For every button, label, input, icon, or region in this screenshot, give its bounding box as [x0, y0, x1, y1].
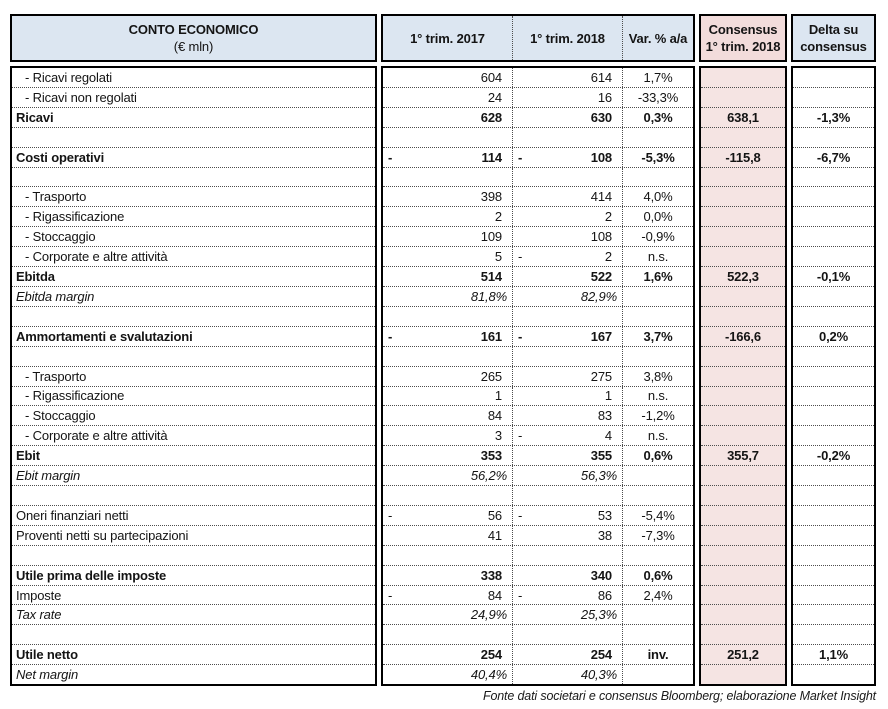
value-1q2018	[513, 227, 623, 246]
value-1q2018	[513, 267, 623, 286]
value-text: 24	[487, 89, 502, 105]
minus-sign: -	[518, 428, 523, 444]
row-values	[383, 506, 693, 526]
value-var-pct	[623, 625, 693, 644]
value-consensus	[701, 347, 785, 367]
row-values	[383, 586, 693, 606]
value-1q2017	[383, 128, 513, 147]
row-label	[12, 625, 375, 645]
value-delta	[793, 426, 874, 446]
value-consensus	[701, 88, 785, 108]
value-1q2017	[383, 307, 513, 326]
value-text: 16	[597, 89, 612, 105]
row-values	[383, 88, 693, 108]
value-text: 83	[597, 408, 612, 424]
value-var-pct: n.s.	[647, 428, 669, 444]
value-consensus	[701, 486, 785, 506]
row-values	[383, 227, 693, 247]
value-var-pct: 2,4%	[643, 587, 673, 603]
minus-sign: -	[518, 507, 523, 523]
value-var-pct: -5,3%	[641, 149, 675, 165]
labels-column	[10, 66, 377, 686]
value-var-pct: -5,4%	[641, 507, 675, 523]
value-text: 41	[487, 527, 502, 543]
value-1q2017	[383, 586, 513, 605]
value-delta	[793, 187, 874, 207]
value-var-pct: 0,6%	[643, 448, 673, 464]
value-text: 56,3%	[580, 468, 617, 484]
row-label: - Stoccaggio	[12, 406, 375, 426]
value-var-pct	[623, 128, 693, 147]
value-text: 82,9%	[580, 288, 617, 304]
value-text: 109	[480, 229, 502, 245]
value-1q2018	[513, 148, 623, 167]
value-delta	[793, 168, 874, 188]
value-1q2017	[383, 486, 513, 505]
value-var-pct	[623, 347, 693, 366]
row-label: Oneri finanziari netti	[12, 506, 375, 526]
row-values	[383, 566, 693, 586]
minus-sign: -	[518, 149, 523, 165]
row-values	[383, 247, 693, 267]
value-1q2018	[513, 486, 623, 505]
value-consensus	[701, 665, 785, 684]
value-consensus	[701, 566, 785, 586]
value-text: 1	[494, 388, 502, 404]
value-consensus	[701, 406, 785, 426]
value-var-pct: -33,3%	[637, 89, 679, 105]
value-1q2018	[513, 665, 623, 684]
minus-sign: -	[518, 328, 523, 344]
value-text: 338	[480, 567, 502, 583]
value-var-pct: 3,7%	[643, 328, 673, 344]
row-values	[383, 287, 693, 307]
row-label: - Rigassificazione	[12, 207, 375, 227]
row-label	[12, 546, 375, 566]
row-values	[383, 207, 693, 227]
delta-column	[791, 66, 876, 686]
value-text: 84	[487, 408, 502, 424]
value-consensus	[701, 207, 785, 227]
value-text: 275	[590, 368, 612, 384]
row-label: - Corporate e altre attività	[12, 426, 375, 446]
minus-sign: -	[518, 587, 523, 603]
value-var-pct: -1,2%	[641, 408, 675, 424]
value-text: 108	[590, 149, 612, 165]
table-title: CONTO ECONOMICO	[128, 22, 259, 37]
row-label: Ricavi	[12, 108, 375, 128]
row-label: Ebit	[12, 446, 375, 466]
value-var-pct: 0,3%	[643, 109, 673, 125]
value-consensus: 355,7	[701, 446, 785, 466]
header-periods-cell	[381, 14, 695, 62]
delta-header-line2: consensus	[800, 39, 867, 54]
value-delta	[793, 207, 874, 227]
value-var-pct	[623, 466, 693, 485]
value-consensus: -115,8	[701, 148, 785, 168]
value-1q2017	[383, 546, 513, 565]
column-header-delta	[791, 14, 876, 62]
value-text: 4	[604, 428, 612, 444]
value-1q2017	[383, 207, 513, 226]
value-delta: -0,1%	[793, 267, 874, 287]
value-text: 604	[480, 69, 502, 85]
row-label	[12, 486, 375, 506]
row-values	[383, 605, 693, 625]
value-1q2018	[513, 605, 623, 624]
value-text: 38	[597, 527, 612, 543]
value-text: 56	[487, 507, 502, 523]
value-1q2017	[383, 526, 513, 545]
value-var-pct	[623, 287, 693, 306]
value-text: 2	[604, 209, 612, 225]
value-text: 353	[480, 448, 502, 464]
value-delta	[793, 347, 874, 367]
value-var-pct	[623, 307, 693, 326]
row-label: - Trasporto	[12, 187, 375, 207]
value-1q2018	[513, 645, 623, 664]
value-text: 340	[590, 567, 612, 583]
value-delta	[793, 546, 874, 566]
row-label: Imposte	[12, 586, 375, 606]
value-var-pct: 0,0%	[643, 209, 673, 225]
row-values	[383, 187, 693, 207]
row-label: Net margin	[16, 667, 79, 683]
row-values	[383, 367, 693, 387]
value-text: 25,3%	[580, 607, 617, 623]
value-delta	[793, 287, 874, 307]
value-consensus	[701, 466, 785, 486]
value-1q2018	[513, 247, 623, 266]
value-1q2017	[383, 187, 513, 206]
value-delta	[793, 88, 874, 108]
row-values	[383, 307, 693, 327]
value-1q2017	[383, 347, 513, 366]
value-consensus	[701, 128, 785, 148]
value-consensus	[701, 426, 785, 446]
row-values	[383, 267, 693, 287]
row-label: - Corporate e altre attività	[12, 247, 375, 267]
value-delta	[793, 227, 874, 247]
value-1q2017	[383, 247, 513, 266]
value-consensus	[701, 387, 785, 407]
column-header-2017: 1° trim. 2017	[383, 16, 513, 60]
value-var-pct: 4,0%	[643, 189, 673, 205]
value-var-pct: -7,3%	[641, 527, 675, 543]
value-consensus	[701, 625, 785, 645]
value-var-pct: n.s.	[647, 388, 669, 404]
value-text: 265	[480, 368, 502, 384]
value-delta: -6,7%	[793, 148, 874, 168]
value-text: 81,8%	[470, 288, 507, 304]
value-1q2018	[513, 108, 623, 127]
value-text: 2	[604, 249, 612, 265]
value-1q2017	[383, 605, 513, 624]
value-delta	[793, 367, 874, 387]
value-consensus	[701, 586, 785, 606]
value-text: 628	[480, 109, 502, 125]
value-1q2018	[513, 546, 623, 565]
value-1q2017	[383, 446, 513, 465]
header-title-cell	[10, 14, 377, 62]
value-1q2017	[383, 108, 513, 127]
value-1q2017	[383, 367, 513, 386]
value-1q2018	[513, 327, 623, 346]
row-label: Ebitda	[12, 267, 375, 287]
value-delta	[793, 625, 874, 645]
value-text: 398	[480, 189, 502, 205]
row-values	[383, 486, 693, 506]
row-label: - Ricavi non regolati	[12, 88, 375, 108]
value-consensus	[701, 605, 785, 625]
value-delta: -0,2%	[793, 446, 874, 466]
row-values	[383, 68, 693, 88]
value-text: 167	[590, 328, 612, 344]
value-var-pct	[623, 665, 693, 684]
value-text: 254	[590, 647, 612, 663]
value-var-pct: 1,6%	[643, 269, 673, 285]
row-label: Proventi netti su partecipazioni	[12, 526, 375, 546]
row-label: Tax rate	[12, 605, 375, 625]
value-var-pct	[623, 168, 693, 187]
value-1q2017	[383, 88, 513, 107]
values-columns	[381, 66, 695, 686]
source-note: Fonte dati societari e consensus Bloomberg; elaborazione Market Insight	[482, 689, 876, 703]
value-delta: 0,2%	[793, 327, 874, 347]
value-text: 630	[590, 109, 612, 125]
value-text: 3	[494, 428, 502, 444]
minus-sign: -	[518, 249, 523, 265]
delta-header-line1: Delta su	[808, 22, 859, 37]
value-consensus: 251,2	[701, 645, 785, 665]
value-text: 86	[597, 587, 612, 603]
row-values	[383, 128, 693, 148]
value-consensus	[701, 227, 785, 247]
value-consensus	[701, 526, 785, 546]
row-values	[383, 546, 693, 566]
column-header-2018: 1° trim. 2018	[513, 16, 623, 60]
value-consensus: 522,3	[701, 267, 785, 287]
row-label: Ammortamenti e svalutazioni	[12, 327, 375, 347]
row-label: Utile prima delle imposte	[12, 566, 375, 586]
value-1q2017	[383, 406, 513, 425]
value-1q2017	[383, 68, 513, 87]
value-1q2018	[513, 426, 623, 445]
value-1q2018	[513, 168, 623, 187]
minus-sign: -	[388, 507, 393, 523]
value-delta	[793, 566, 874, 586]
row-values	[383, 108, 693, 128]
row-values	[383, 426, 693, 446]
value-delta	[793, 68, 874, 88]
value-text: 254	[480, 647, 502, 663]
value-delta	[793, 486, 874, 506]
value-1q2017	[383, 506, 513, 525]
row-values	[383, 387, 693, 407]
row-label	[12, 168, 375, 188]
value-1q2018	[513, 446, 623, 465]
minus-sign: -	[388, 328, 393, 344]
value-delta	[793, 466, 874, 486]
value-1q2018	[513, 625, 623, 644]
row-label: Utile netto	[12, 645, 375, 665]
value-text: 114	[481, 149, 502, 165]
value-var-pct: 3,8%	[643, 368, 673, 384]
consensus-column	[699, 66, 787, 686]
value-consensus	[701, 187, 785, 207]
value-consensus	[701, 546, 785, 566]
value-text: 56,2%	[470, 468, 507, 484]
value-var-pct: 1,7%	[643, 69, 673, 85]
value-1q2017	[383, 227, 513, 246]
value-1q2017	[383, 387, 513, 406]
value-text: 614	[590, 69, 612, 85]
row-label: - Rigassificazione	[12, 387, 375, 407]
value-consensus: 638,1	[701, 108, 785, 128]
value-delta: 1,1%	[793, 645, 874, 665]
value-1q2018	[513, 88, 623, 107]
value-consensus: -166,6	[701, 327, 785, 347]
row-values	[383, 446, 693, 466]
row-values	[383, 347, 693, 367]
value-var-pct	[623, 486, 693, 505]
row-label: - Stoccaggio	[12, 227, 375, 247]
value-1q2018	[513, 506, 623, 525]
value-text: 514	[480, 269, 502, 285]
value-1q2017	[383, 566, 513, 585]
value-1q2018	[513, 406, 623, 425]
value-text: 108	[590, 229, 612, 245]
value-text: 414	[590, 189, 612, 205]
value-var-pct	[623, 546, 693, 565]
value-consensus	[701, 506, 785, 526]
value-1q2018	[513, 586, 623, 605]
value-1q2018	[513, 347, 623, 366]
value-text: 53	[597, 507, 612, 523]
value-delta	[793, 387, 874, 407]
minus-sign: -	[388, 587, 393, 603]
minus-sign: -	[388, 149, 393, 165]
value-1q2017	[383, 287, 513, 306]
value-text: 2	[494, 209, 502, 225]
value-1q2018	[513, 187, 623, 206]
value-delta	[793, 526, 874, 546]
consensus-header-line1: Consensus	[708, 22, 778, 37]
column-header-var: Var. % a/a	[628, 30, 688, 46]
value-consensus	[701, 287, 785, 307]
value-delta	[793, 406, 874, 426]
value-1q2017	[383, 426, 513, 445]
value-var-pct: inv.	[647, 647, 669, 663]
value-consensus	[701, 247, 785, 267]
value-text: 1	[604, 388, 612, 404]
row-label	[12, 347, 375, 367]
value-delta	[793, 128, 874, 148]
value-1q2017	[383, 466, 513, 485]
value-1q2018	[513, 387, 623, 406]
value-delta	[793, 665, 874, 684]
row-values	[383, 168, 693, 188]
value-1q2017	[383, 625, 513, 644]
value-var-pct: 0,6%	[643, 567, 673, 583]
value-consensus	[701, 68, 785, 88]
value-1q2017	[383, 148, 513, 167]
value-delta	[793, 247, 874, 267]
row-values	[383, 645, 693, 665]
value-1q2018	[513, 128, 623, 147]
value-1q2017	[383, 665, 513, 684]
row-values	[383, 526, 693, 546]
table-title-unit: (€ mln)	[173, 39, 214, 54]
row-values	[383, 406, 693, 426]
row-values	[383, 327, 693, 347]
value-text: 24,9%	[470, 607, 507, 623]
value-delta	[793, 506, 874, 526]
consensus-header-line2: 1° trim. 2018	[705, 39, 781, 54]
value-1q2018	[513, 307, 623, 326]
value-text: 40,4%	[470, 667, 507, 683]
row-label: Costi operativi	[12, 148, 375, 168]
value-1q2018	[513, 68, 623, 87]
row-label	[12, 307, 375, 327]
value-text: 161	[480, 328, 502, 344]
value-consensus	[701, 168, 785, 188]
row-label: - Trasporto	[12, 367, 375, 387]
value-consensus	[701, 307, 785, 327]
value-consensus	[701, 367, 785, 387]
value-delta	[793, 307, 874, 327]
row-values	[383, 625, 693, 645]
value-1q2017	[383, 267, 513, 286]
value-text: 40,3%	[580, 667, 617, 683]
value-1q2017	[383, 168, 513, 187]
row-label: Ebit margin	[12, 466, 375, 486]
value-1q2018	[513, 526, 623, 545]
value-delta	[793, 586, 874, 606]
value-text: 522	[590, 269, 612, 285]
value-text: 5	[494, 249, 502, 265]
row-label: Ebitda margin	[12, 287, 375, 307]
column-header-consensus	[699, 14, 787, 62]
value-text: 84	[487, 587, 502, 603]
value-1q2017	[383, 645, 513, 664]
row-label	[12, 128, 375, 148]
value-1q2018	[513, 287, 623, 306]
value-text: 355	[590, 448, 612, 464]
value-var-pct	[623, 605, 693, 624]
row-values	[383, 148, 693, 168]
income-statement-table	[10, 14, 876, 686]
row-values	[383, 466, 693, 486]
value-var-pct: -0,9%	[641, 229, 675, 245]
value-1q2018	[513, 367, 623, 386]
value-1q2017	[383, 327, 513, 346]
row-label: - Ricavi regolati	[12, 68, 375, 88]
value-1q2018	[513, 466, 623, 485]
value-var-pct: n.s.	[647, 249, 669, 265]
value-delta	[793, 605, 874, 625]
row-values	[383, 665, 693, 684]
value-1q2018	[513, 207, 623, 226]
value-1q2018	[513, 566, 623, 585]
value-delta: -1,3%	[793, 108, 874, 128]
